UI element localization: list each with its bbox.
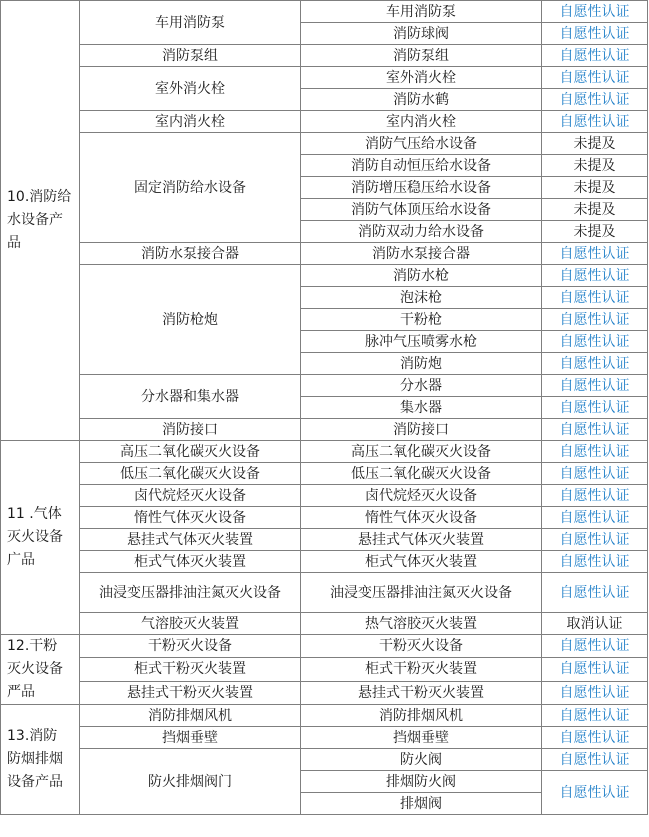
product-group-cell: 室内消火栓 [80,111,301,133]
product-name-cell: 室外消火栓 [301,67,542,89]
product-name-cell: 热气溶胶灭火装置 [301,613,542,635]
table-row [1,529,648,551]
table-row [1,749,648,771]
product-name-cell: 消防泵组 [301,45,542,67]
product-name-cell: 排烟阀 [301,793,542,815]
product-name-cell: 消防接口 [301,419,542,441]
product-name-cell: 脉冲气压喷雾水枪 [301,331,542,353]
certification-status-cell: 未提及 [542,133,648,155]
product-group-cell: 防火排烟阀门 [80,749,301,815]
certification-status-link[interactable]: 自愿性认证 [542,635,648,658]
certification-status-link[interactable]: 自愿性认证 [542,419,648,441]
certification-status-link[interactable]: 自愿性认证 [542,485,648,507]
product-name-cell: 悬挂式气体灭火装置 [301,529,542,551]
certification-status-link[interactable]: 自愿性认证 [542,529,648,551]
product-group-cell: 悬挂式干粉灭火装置 [80,681,301,704]
certification-status-cell: 未提及 [542,155,648,177]
table-row [1,265,648,287]
certification-status-link[interactable]: 自愿性认证 [542,658,648,681]
table-row [1,45,648,67]
certification-status-link[interactable]: 自愿性认证 [542,1,648,23]
product-name-cell: 消防球阀 [301,23,542,45]
certification-status-link[interactable]: 自愿性认证 [542,573,648,613]
product-name-cell: 惰性气体灭火设备 [301,507,542,529]
certification-status-cell: 未提及 [542,177,648,199]
certification-status-link[interactable]: 自愿性认证 [542,243,648,265]
product-name-cell: 集水器 [301,397,542,419]
product-name-cell: 分水器 [301,375,542,397]
product-name-cell: 干粉枪 [301,309,542,331]
product-group-cell: 车用消防泵 [80,1,301,45]
product-name-cell: 排烟防火阀 [301,771,542,793]
category-cell: 10.消防给水设备产品 [1,1,80,441]
product-name-cell: 消防炮 [301,353,542,375]
table-row [1,727,648,749]
certification-status-link[interactable]: 自愿性认证 [542,727,648,749]
table-row [1,705,648,727]
product-name-cell: 室内消火栓 [301,111,542,133]
certification-status-link[interactable]: 自愿性认证 [542,89,648,111]
product-name-cell: 柜式气体灭火装置 [301,551,542,573]
certification-status-link[interactable]: 自愿性认证 [542,287,648,309]
table-row [1,551,648,573]
table-row [1,375,648,397]
certification-status-link[interactable]: 自愿性认证 [542,353,648,375]
product-name-cell: 卤代烷烃灭火设备 [301,485,542,507]
product-group-cell: 消防泵组 [80,45,301,67]
table-row [1,507,648,529]
table-row [1,419,648,441]
product-name-cell: 悬挂式干粉灭火装置 [301,681,542,704]
product-name-cell: 泡沫枪 [301,287,542,309]
certification-status-link[interactable]: 自愿性认证 [542,309,648,331]
product-name-cell: 消防气体顶压给水设备 [301,199,542,221]
category-cell: 11 .气体灭火设备广品 [1,441,80,635]
product-name-cell: 干粉灭火设备 [301,635,542,658]
table-row [1,613,648,635]
product-group-cell: 室外消火栓 [80,67,301,111]
product-group-cell: 柜式气体灭火装置 [80,551,301,573]
table-row [1,635,648,658]
certification-status-cell: 取消认证 [542,613,648,635]
product-name-cell: 低压二氧化碳灭火设备 [301,463,542,485]
certification-status-link[interactable]: 自愿性认证 [542,111,648,133]
table-row [1,681,648,704]
product-name-cell: 消防水鹤 [301,89,542,111]
certification-status-link[interactable]: 自愿性认证 [542,23,648,45]
table-row [1,67,648,89]
product-group-cell: 油浸变压器排油注氮灭火设备 [80,573,301,613]
table-row [1,243,648,265]
product-group-cell: 消防枪炮 [80,265,301,375]
product-name-cell: 柜式干粉灭火装置 [301,658,542,681]
product-name-cell: 消防增压稳压给水设备 [301,177,542,199]
table-row [1,133,648,155]
product-name-cell: 油浸变压器排油注氮灭火设备 [301,573,542,613]
product-name-cell: 防火阀 [301,749,542,771]
certification-status-link[interactable]: 自愿性认证 [542,771,648,815]
product-group-cell: 悬挂式气体灭火装置 [80,529,301,551]
product-group-cell: 柜式干粉灭火装置 [80,658,301,681]
certification-status-link[interactable]: 自愿性认证 [542,265,648,287]
product-name-cell: 消防水枪 [301,265,542,287]
certification-status-link[interactable]: 自愿性认证 [542,331,648,353]
certification-status-link[interactable]: 自愿性认证 [542,749,648,771]
product-group-cell: 低压二氧化碳灭火设备 [80,463,301,485]
product-name-cell: 高压二氧化碳灭火设备 [301,441,542,463]
product-group-cell: 消防水泵接合器 [80,243,301,265]
table-row [1,485,648,507]
table-row [1,658,648,681]
table-row [1,463,648,485]
certification-status-link[interactable]: 自愿性认证 [542,463,648,485]
product-group-cell: 消防排烟风机 [80,705,301,727]
category-cell: 13.消防 防烟排烟 设备产品 [1,705,80,815]
table-row [1,111,648,133]
certification-table-body [1,1,648,815]
certification-status-link[interactable]: 自愿性认证 [542,397,648,419]
certification-status-cell: 未提及 [542,221,648,243]
certification-status-link[interactable]: 自愿性认证 [542,441,648,463]
certification-status-link[interactable]: 自愿性认证 [542,705,648,727]
certification-status-link[interactable]: 自愿性认证 [542,681,648,704]
product-name-cell: 车用消防泵 [301,1,542,23]
product-group-cell: 固定消防给水设备 [80,133,301,243]
product-group-cell: 惰性气体灭火设备 [80,507,301,529]
certification-status-link[interactable]: 自愿性认证 [542,375,648,397]
category-cell: 12.干粉 灭火设备 严品 [1,635,80,705]
table-row [1,1,648,23]
certification-status-cell: 未提及 [542,199,648,221]
table-row [1,441,648,463]
product-name-cell: 消防气压给水设备 [301,133,542,155]
certification-status-link[interactable]: 自愿性认证 [542,45,648,67]
product-name-cell: 消防水泵接合器 [301,243,542,265]
product-group-cell: 分水器和集水器 [80,375,301,419]
table-row [1,573,648,613]
product-group-cell: 高压二氧化碳灭火设备 [80,441,301,463]
product-group-cell: 消防接口 [80,419,301,441]
product-group-cell: 挡烟垂壁 [80,727,301,749]
product-group-cell: 气溶胶灭火装置 [80,613,301,635]
certification-status-link[interactable]: 自愿性认证 [542,507,648,529]
product-group-cell: 干粉灭火设备 [80,635,301,658]
certification-status-link[interactable]: 自愿性认证 [542,551,648,573]
product-group-cell: 卤代烷烃灭火设备 [80,485,301,507]
product-name-cell: 消防排烟风机 [301,705,542,727]
certification-status-link[interactable]: 自愿性认证 [542,67,648,89]
product-name-cell: 消防双动力给水设备 [301,221,542,243]
product-name-cell: 挡烟垂壁 [301,727,542,749]
product-name-cell: 消防自动恒压给水设备 [301,155,542,177]
